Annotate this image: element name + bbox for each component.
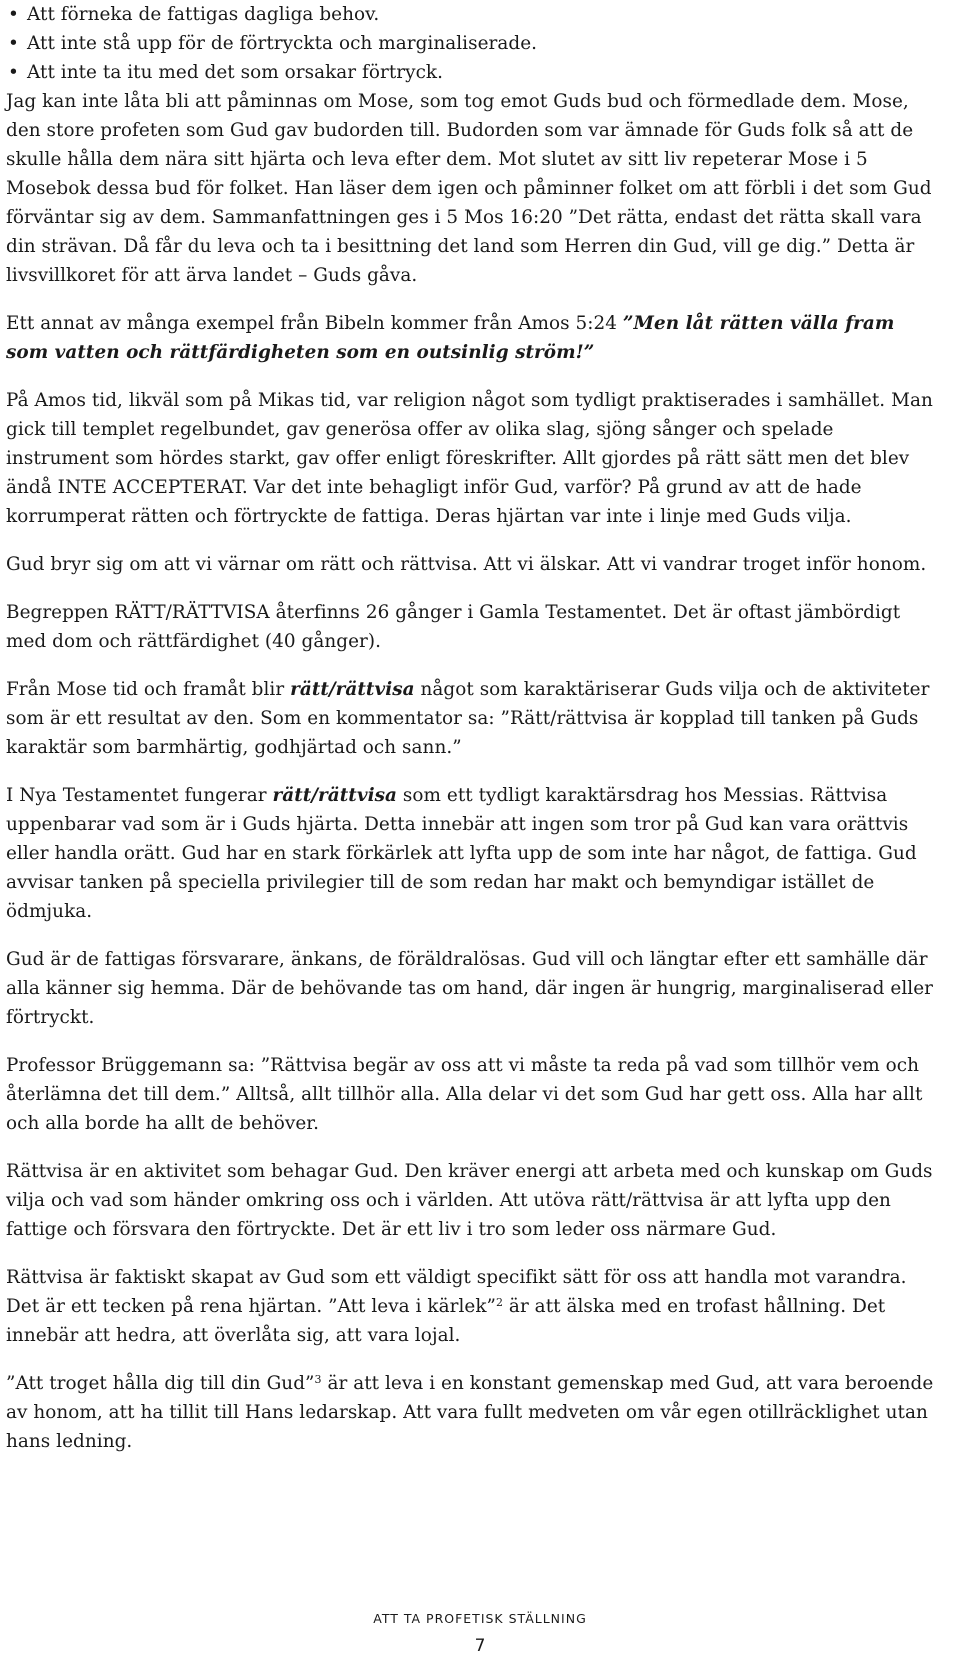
paragraph-god-cares: Gud bryr sig om att vi värnar om rätt och rättvisa. Att vi älskar. Att vi vandrar troget inför honom.: [6, 554, 927, 575]
page-number: 7: [474, 1636, 486, 1656]
paragraph-defender: Gud är de fattigas försvarare, änkans, de föräldralösas. Gud vill och längtar efter ett samhälle där alla känner sig hemma. Där de behövande tas om hand, där ingen är hungrig, marginaliserad eller förtryckt.: [6, 949, 933, 1028]
paragraph-amos-quote: Ett annat av många exempel från Bibeln kommer från Amos 5:24 ”Men låt rätten välla fram som vatten och rättfärdigheten som en outsinlig ström!”: [6, 313, 895, 363]
paragraph-activity: Rättvisa är en aktivitet som behagar Gud. Den kräver energi att arbeta med och kunskap om Guds vilja och vad som händer omkring oss och i världen. Att utöva rätt/rättvisa är att lyfta upp den fattige och försvara den förtryckte. Det är ett liv i tro som leder oss närmare Gud.: [6, 1161, 933, 1240]
footnote-ref: 2: [495, 1296, 504, 1309]
bullet-icon: •: [8, 62, 19, 83]
paragraph-amos-time: På Amos tid, likväl som på Mikas tid, var religion något som tydligt praktiserades i samhället. Man gick till templet regelbundet, gav generösa offer av olika slag, sjöng sånger och spelade instrument som hördes starkt, gav offer enligt föreskrifter. Allt gjordes på rätt sätt men det blev ändå INTE ACCEPTERAT. Var det inte behagligt inför Gud, varför? På grund av att de hade korrumperat rätten och förtryckte de fattiga. Deras hjärtan var inte i linje med Guds vilja.: [6, 390, 933, 527]
paragraph-new-testament: I Nya Testamentet fungerar rätt/rättvisa som ett tydligt karaktärsdrag hos Messias. Rättvisa uppenbarar vad som är i Guds hjärta. Detta innebär att ingen som tror på Gud kan vara orättvis eller handla orätt. Gud har en stark förkärlek att lyfta upp de som inte har något, de fattiga. Gud avvisar tanken på speciella privilegier till de som redan har makt och bemyndigar istället de ödmjuka.: [6, 785, 917, 922]
list-item: • Att förneka de fattigas dagliga behov.: [6, 0, 934, 29]
list-item: • Att inte ta itu med det som orsakar förtryck.: [6, 58, 934, 87]
bullet-icon: •: [8, 33, 19, 54]
bullet-list: [6, 0, 934, 87]
amos-quote: ”Men låt rätten välla fram som vatten och rättfärdigheten som en outsinlig ström!”: [6, 313, 895, 363]
bullet-icon: •: [8, 4, 19, 25]
footnote-ref: 3: [314, 1373, 322, 1386]
paragraph-concept: Begreppen RÄTT/RÄTTVISA återfinns 26 gånger i Gamla Testamentet. Det är oftast jämbördigt med dom och rättfärdighet (40 gånger).: [6, 602, 901, 652]
paragraph-from-moses: Från Mose tid och framåt blir rätt/rättvisa något som karaktäriserar Guds vilja och de aktiviteter som är ett resultat av den. Som en kommentator sa: ”Rätt/rättvisa är kopplad till tanken på Guds karaktär som barmhärtig, godhjärtad och sann.”: [6, 679, 930, 758]
list-item: • Att inte stå upp för de förtryckta och marginaliserade.: [6, 29, 934, 58]
paragraph-moses: Jag kan inte låta bli att påminnas om Mose, som tog emot Guds bud och förmedlade dem. Mose, den store profeten som Gud gav budorden till. Budorden som var ämnade för Guds folk så att de skulle hålla dem nära sitt hjärta och leva efter dem. Mot slutet av sitt liv repeterar Mose i 5 Mosebok dessa bud för folket. Han läser dem igen och påminner folket om att förbli i det som Gud förväntar sig av dem. Sammanfattningen ges i 5 Mos 16:20 ”Det rätta, endast det rätta skall vara din strävan. Då får du leva och ta i besittning det land som Herren din Gud, vill ge dig.” Detta är livsvillkoret för att ärva landet – Guds gåva.: [6, 91, 932, 286]
paragraph-faithful: ”Att troget hålla dig till din Gud”$^3$ är att leva i en konstant gemenskap med Gud, att vara beroende av honom, att ha tillit till Hans ledarskap. Att vara fullt medveten om vår egen otillräcklighet utan hans ledning.: [6, 1373, 934, 1452]
emphasis-term: rätt/rättvisa: [290, 679, 415, 700]
body-text: [6, 0, 934, 1475]
emphasis-term: rätt/rättvisa: [272, 785, 397, 806]
paragraph-bruggemann: Professor Brüggemann sa: ”Rättvisa begär av oss att vi måste ta reda på vad som tillhör vem och återlämna det till dem.” Alltså, allt tillhör alla. Alla delar vi det som Gud har gett oss. Alla har allt och alla borde ha allt de behöver.: [6, 1055, 923, 1134]
paragraph-created: Rättvisa är faktiskt skapat av Gud som ett väldigt specifikt sätt för oss att handla mot varandra. Det är ett tecken på rena hjärtan. ”Att leva i kärlek”$^2$ är att älska med en trofast hållning. Det innebär att hedra, att överlåta sig, att vara lojal.: [6, 1267, 907, 1346]
running-footer: ATT TA PROFETISK STÄLLNING: [373, 1611, 587, 1626]
